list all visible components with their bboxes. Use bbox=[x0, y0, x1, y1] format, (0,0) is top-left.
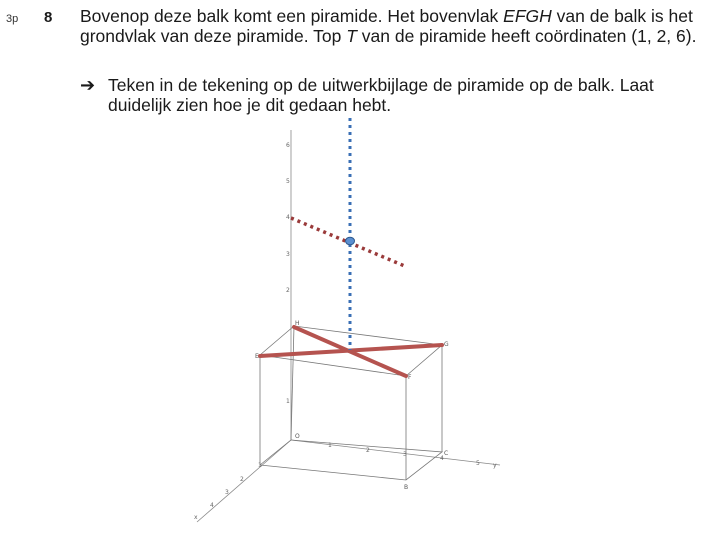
question-number: 8 bbox=[44, 9, 53, 26]
instruction-text: Teken in de tekening op de uitwerkbijlage de piramide op de balk. Laat duidelijk zien hoe je dit gedaan hebt. bbox=[108, 75, 654, 115]
box-bottom bbox=[260, 440, 442, 480]
x-tick: 3 bbox=[225, 489, 229, 496]
y-tick: 2 bbox=[366, 447, 370, 454]
y-tick: 3 bbox=[403, 451, 407, 458]
z-tick: 6 bbox=[286, 142, 290, 149]
vertex-label-f: F bbox=[408, 374, 412, 381]
vertex-label-h: H bbox=[295, 320, 300, 327]
x-tick: 4 bbox=[210, 502, 214, 509]
question-text-part2: van de balk is het grondvlak van deze piramide. Top bbox=[80, 6, 693, 46]
vertex-label-b: B bbox=[404, 484, 409, 491]
apex-name: T bbox=[346, 26, 357, 46]
x-tick: 1 bbox=[258, 462, 262, 469]
vertex-label-c: C bbox=[444, 450, 449, 457]
y-tick: 1 bbox=[328, 442, 332, 449]
z-tick: 1 bbox=[286, 398, 290, 405]
arrow-icon: ➔ bbox=[80, 75, 96, 95]
y-tick: y bbox=[493, 462, 497, 469]
z-tick: 4 bbox=[286, 214, 290, 221]
z-tick: 2 bbox=[286, 287, 290, 294]
z-tick: 5 bbox=[286, 178, 290, 185]
vertex-label-g: G bbox=[444, 341, 449, 348]
x-tick: 2 bbox=[240, 476, 244, 483]
y-axis bbox=[291, 440, 500, 465]
points-label: 3p bbox=[6, 13, 19, 25]
question-text-part3: van de piramide heeft coördinaten (1, 2, 6). bbox=[356, 26, 697, 46]
axis-ticks bbox=[194, 142, 497, 521]
y-tick: 4 bbox=[440, 455, 444, 462]
z-tick: 3 bbox=[286, 251, 290, 258]
y-tick: 5 bbox=[476, 460, 480, 467]
question-text-part1: Bovenop deze balk komt een piramide. Het bovenvlak bbox=[80, 6, 504, 26]
vertex-label-o: O bbox=[295, 433, 300, 440]
face-name: EFGH bbox=[503, 6, 552, 26]
vertex-label-e: E bbox=[255, 353, 259, 360]
point-t-marker bbox=[346, 237, 355, 245]
box-edge bbox=[291, 326, 294, 440]
x-axis-label: x bbox=[194, 514, 198, 521]
x-axis bbox=[197, 440, 291, 522]
